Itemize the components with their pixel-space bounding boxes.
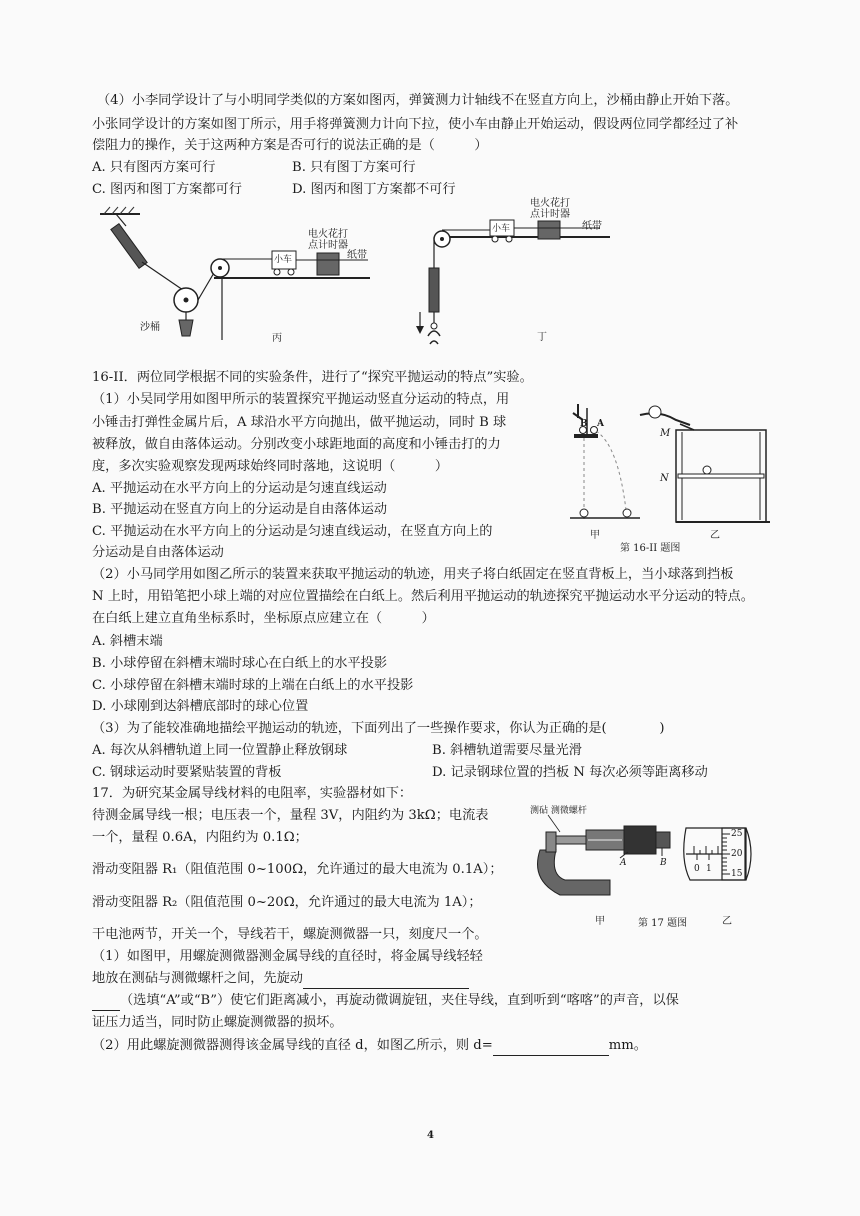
q16-p1-line1: （1）小吴同学用如图甲所示的装置探究平抛运动竖直分运动的特点，用 <box>92 392 510 407</box>
q16-p2-line1: （2）小马同学用如图乙所示的装置来获取平抛运动的轨迹，用夹子将白纸固定在竖直背板上，当小球落到挡板 <box>92 567 734 582</box>
q17-answer-blank-1b[interactable] <box>92 996 120 1011</box>
q17-p2-unit: mm。 <box>608 1038 647 1053</box>
q16-p1-line3: 被释放，做自由落体运动。分别改变小球距地面的高度和小锤击打的力 <box>92 437 501 452</box>
fig17-caption-jia: 甲 <box>595 916 605 927</box>
ding-tape-label: 纸带 <box>582 221 602 232</box>
q17-answer-blank-2[interactable] <box>493 1041 609 1056</box>
bing-car-label: 小车 <box>274 255 293 265</box>
q15-4-stem-line1: （4）小李同学设计了与小明同学类似的方案如图丙，弹簧测力计轴线不在竖直方向上，沙桶由静止开始下落。 <box>97 93 739 108</box>
q17-line2: 一个，量程 0.6A，内阻约为 0.1Ω； <box>92 830 308 845</box>
q15-4-option-b: B. 只有图丁方案可行 <box>292 160 416 175</box>
q16-p1-option-c-line2: 分运动是自由落体运动 <box>92 545 224 560</box>
q17-p1-line1: （1）如图甲，用螺旋测微器测金属导线的直径时，将金属导线轻轻 <box>92 949 483 964</box>
figure-ding-caption: 丁 <box>537 332 547 343</box>
q17-p1-line2-row <box>92 969 469 989</box>
q16-p1-line4: 度，多次实验观察发现两球始终同时落地，这说明（ ） <box>92 459 449 474</box>
fig17-scale-15: 15 <box>731 869 743 879</box>
q17-title: 17．为研究某金属导线材料的电阻率，实验器材如下： <box>92 786 413 801</box>
q16-p2-option-a: A. 斜槽末端 <box>92 634 163 649</box>
bing-tape-label: 纸带 <box>347 250 367 261</box>
q16-p1-option-c-line1: C. 平抛运动在水平方向上的分运动是匀速直线运动，在竖直方向上的 <box>92 524 493 539</box>
q16-p3-option-a: A. 每次从斜槽轨道上同一位置静止释放钢球 <box>92 743 348 758</box>
fig17-scale-20: 20 <box>731 849 743 859</box>
ding-car-label: 小车 <box>492 224 511 234</box>
fig17-anvil-label: 测砧 测微螺杆 <box>530 806 587 816</box>
fig16-label-a: A <box>597 419 604 429</box>
fig17-main-1: 1 <box>706 864 712 874</box>
q16-p2-line3: 在白纸上建立直角坐标系时，坐标原点应建立在（ ） <box>92 611 435 626</box>
page-number: 4 <box>427 1130 434 1141</box>
fig17-label-a: A <box>620 858 627 868</box>
q16-p3-option-c: C. 钢球运动时要紧贴装置的背板 <box>92 765 282 780</box>
q16-p3-option-d: D. 记录钢球位置的挡板 N 每次必须等距离移动 <box>432 765 708 780</box>
q17-answer-blank-1[interactable] <box>303 974 469 989</box>
bing-timer-label-1: 电火花打 <box>308 229 348 240</box>
q16-p2-option-b: B. 小球停留在斜槽末端时球心在白纸上的水平投影 <box>92 656 388 671</box>
q16-p3-option-b: B. 斜槽轨道需要尽量光滑 <box>432 743 582 758</box>
q16-p2-line2: N 上时，用铅笔把小球上端的对应位置描绘在白纸上。然后利用平抛运动的轨迹探究平抛运动水平分运动的特点。 <box>92 589 754 604</box>
q16-p1-option-b: B. 平抛运动在竖直方向上的分运动是自由落体运动 <box>92 502 388 517</box>
q17-p2-stem: （2）用此螺旋测微器测得该金属导线的直径 d，如图乙所示，则 d= <box>92 1038 493 1053</box>
fig16-caption-yi: 乙 <box>710 530 720 541</box>
q15-4-stem-line2: 小张同学设计的方案如图丁所示，用手将弹簧测力计向下拉，使小车由静止开始运动，假设两位同学都经过了补 <box>92 117 739 132</box>
fig16-caption: 第 16-II 题图 <box>620 543 681 554</box>
q17-p1-line4: 证压力适当，同时防止螺旋测微器的损坏。 <box>92 1015 343 1030</box>
q17-r1: 滑动变阻器 R₁（阻值范围 0~100Ω，允许通过的最大电流为 0.1A）； <box>92 862 503 877</box>
q17-p1-line2: 地放在测砧与测微螺杆之间，先旋动 <box>92 971 303 986</box>
q17-p1-line3-row <box>92 991 679 1011</box>
ding-timer-label-1: 电火花打 <box>530 198 570 209</box>
q16-title: 16-II．两位同学根据不同的实验条件，进行了“探究平抛运动的特点”实验。 <box>92 370 533 385</box>
fig17-caption-yi: 乙 <box>722 916 732 927</box>
q17-p1-line3: （选填“A”或“B”）使它们距离减小，再旋动微调旋钮，夹住导线，直到听到“喀喀”的声音，以保 <box>120 993 679 1008</box>
bing-timer-label-2: 点计时器 <box>308 240 348 251</box>
q17-line1: 待测金属导线一根；电压表一个，量程 3V，内阻约为 3kΩ；电流表 <box>92 808 489 823</box>
fig16-caption-jia: 甲 <box>590 530 600 541</box>
bing-bucket-label: 沙桶 <box>140 322 160 333</box>
fig16-label-n: N <box>660 473 669 484</box>
q15-4-option-c: C. 图丙和图丁方案都可行 <box>92 182 242 197</box>
fig17-label-b: B <box>660 858 667 868</box>
q16-p2-option-d: D. 小球刚到达斜槽底部时的球心位置 <box>92 699 309 714</box>
q17-line3: 干电池两节，开关一个，导线若干，螺旋测微器一只，刻度尺一个。 <box>92 927 488 942</box>
ding-timer-label-2: 点计时器 <box>530 209 570 220</box>
q17-r2: 滑动变阻器 R₂（阻值范围 0~20Ω，允许通过的最大电流为 1A）； <box>92 895 482 910</box>
fig16-label-b: B <box>580 419 588 429</box>
fig17-caption: 第 17 题图 <box>638 918 688 929</box>
fig17-scale-25: 25 <box>731 829 743 839</box>
q15-4-option-a: A. 只有图丙方案可行 <box>92 160 216 175</box>
figure-bing-caption: 丙 <box>272 333 282 344</box>
fig17-main-0: 0 <box>694 864 700 874</box>
q17-p2-row <box>92 1036 647 1056</box>
fig16-label-m: M <box>660 428 671 439</box>
q16-p3-stem: （3）为了能较准确地描绘平抛运动的轨迹，下面列出了一些操作要求，你认为正确的是( ) <box>92 721 665 736</box>
q16-p1-option-a: A. 平抛运动在水平方向上的分运动是匀速直线运动 <box>92 481 387 496</box>
q15-4-option-d: D. 图丙和图丁方案都不可行 <box>292 182 456 197</box>
q16-p1-line2: 小锤击打弹性金属片后，A 球沿水平方向抛出，做平抛运动，同时 B 球 <box>92 415 507 430</box>
q16-p2-option-c: C. 小球停留在斜槽末端时球的上端在白纸上的水平投影 <box>92 678 414 693</box>
q15-4-stem-line3: 偿阻力的操作，关于这两种方案是否可行的说法正确的是（ ） <box>92 138 488 153</box>
